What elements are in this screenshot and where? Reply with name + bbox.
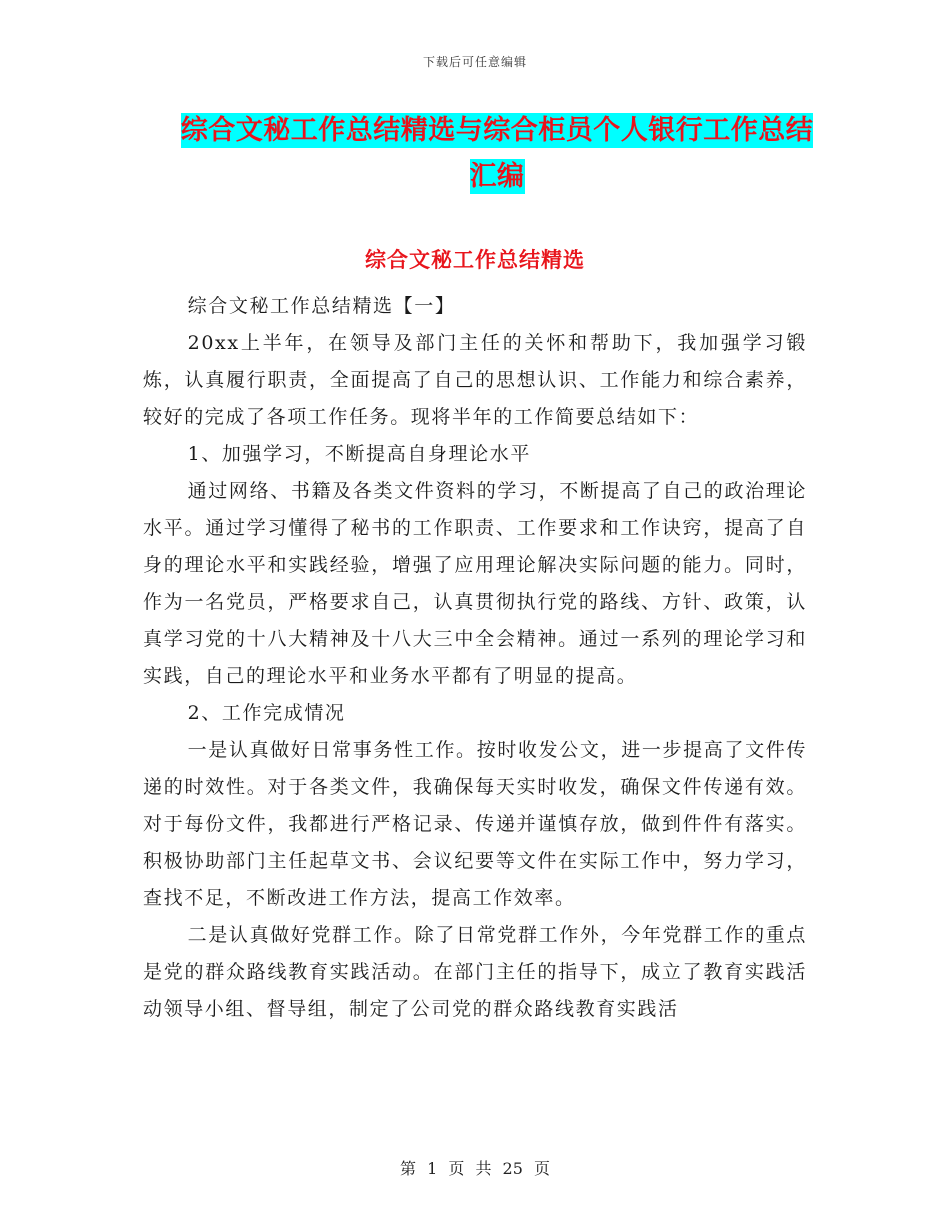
header-note: 下载后可任意编辑	[422, 55, 527, 69]
paragraph: 20xx上半年，在领导及部门主任的关怀和帮助下，我加强学习锻炼，认真履行职责，全面提高了自己的思想认识、工作能力和综合素养，较好的完成了各项工作任务。现将半年的工作简要总结如下：	[143, 332, 807, 428]
paragraph: 二是认真做好党群工作。除了日常党群工作外，今年党群工作的重点是党的群众路线教育实践活动。在部门主任的指导下，成立了教育实践活动领导小组、督导组，制定了公司党的群众路线教育实践活	[143, 924, 807, 1020]
document-title	[170, 108, 824, 200]
page-footer: 第 1 页 共 25 页	[400, 1159, 550, 1178]
document-title-text: 综合文秘工作总结精选与综合柜员个人银行工作总结汇编	[180, 115, 814, 192]
paragraph: 一是认真做好日常事务性工作。按时收发公文，进一步提高了文件传递的时效性。对于各类文件，我确保每天实时收发，确保文件传递有效。对于每份文件，我都进行严格记录、传递并谨慎存放，做到件件有落实。积极协助部门主任起草文书、会议纪要等文件在实际工作中，努力学习，查找不足，不断改进工作方法，提高工作效率。	[143, 739, 807, 909]
paragraph: 通过网络、书籍及各类文件资料的学习，不断提高了自己的政治理论水平。通过学习懂得了秘书的工作职责、工作要求和工作诀窍，提高了自身的理论水平和实践经验，增强了应用理论解决实际问题的能力。同时，作为一名党员，严格要求自己，认真贯彻执行党的路线、方针、政策，认真学习党的十八大精神及十八大三中全会精神。通过一系列的理论学习和实践，自己的理论水平和业务水平都有了明显的提高。	[143, 480, 807, 687]
paragraph-heading: 2、工作完成情况	[187, 702, 346, 724]
section-title: 综合文秘工作总结精选	[365, 248, 585, 272]
paragraph-heading: 1、加强学习，不断提高自身理论水平	[187, 443, 531, 465]
body-text	[143, 288, 807, 1028]
paragraph-subtitle: 综合文秘工作总结精选【一】	[187, 295, 456, 317]
